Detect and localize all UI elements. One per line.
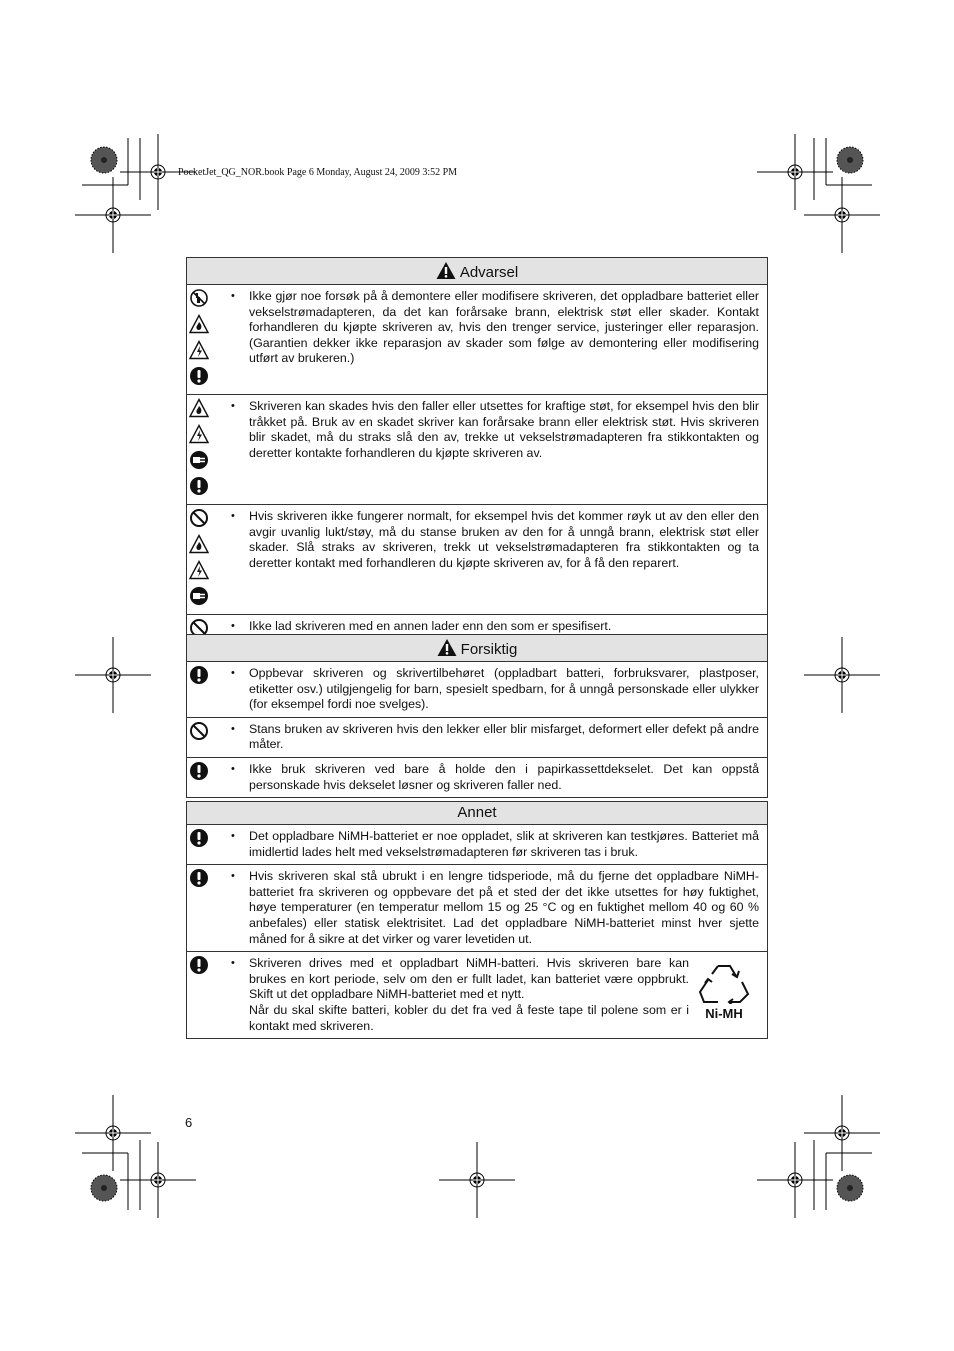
warning-text: Ikke lad skriveren med en annen lader enn den som er spesifisert.	[249, 619, 612, 633]
other-text-2: Når du skal skifte batteri, kobler du det fra ved å feste tape til polene som er i kontakt med skriveren.	[249, 1002, 689, 1033]
caution-row	[187, 757, 768, 797]
other-text: Hvis skriveren skal stå ubrukt i en lengre tidsperiode, må du fjerne det oppladbare NiMH-batteriet fra skriveren og oppbevare det på et sted der det ikke utsettes for høy fuktighet, høye temperaturer (en temperatur mellom 15 og 25 °C og en fuktighet mellom 40 og 60 % anbefales) eller statisk elektrisitet. Lad det oppladbare NiMH-batteriet minst hver sjette måned for å sikre at det virker og varer levetiden ut.	[249, 869, 759, 946]
warning-row	[187, 395, 768, 505]
other-row	[187, 952, 768, 1039]
other-text: Det oppladbare NiMH-batteriet er noe oppladet, slik at skriveren kan testkjøres. Batteriet må imidlertid lades helt med vekselstrømadapteren før skriveren tas i bruk.	[249, 829, 759, 859]
caution-table	[186, 634, 768, 798]
fire-warning-icon	[189, 398, 209, 418]
mandatory-icon	[189, 828, 209, 848]
print-header: PocketJet_QG_NOR.book Page 6 Monday, August 24, 2009 3:52 PM	[178, 167, 458, 178]
other-title: Annet	[457, 804, 497, 822]
warning-text: Ikke gjør noe forsøk på å demontere eller modifisere skriveren, det oppladbare batteriet eller vekselstrømadapteren, da det kan forårsake brann, elektrisk støt eller skader. Kontakt forhandleren du kjøpte skriveren av, hvis den trenger service, justeringer eller reparasjon. (Garantien dekker ikke reparasjon av skader som følge av demontering eller modifisering utført av brukeren.)	[249, 289, 759, 366]
caution-text: Oppbevar skriveren og skrivertilbehøret (oppladbart batteri, forbruksvarer, plastposer, etiketter osv.) utilgjengelig for barn, spesielt spedbarn, for å unngå personskade eller ulykker (for eksempel fordi noe svelges).	[249, 666, 759, 712]
bullet: •	[231, 830, 235, 842]
bullet: •	[231, 762, 235, 775]
mandatory-icon	[189, 476, 209, 496]
warning-header	[187, 258, 768, 285]
warning-row	[187, 285, 768, 395]
mandatory-icon	[189, 868, 209, 888]
warning-row	[187, 505, 768, 615]
prohibited-icon	[189, 508, 209, 528]
caution-row	[187, 662, 768, 718]
mandatory-icon	[189, 761, 209, 781]
bullet: •	[231, 620, 235, 632]
bullet: •	[231, 667, 235, 679]
fire-warning-icon	[189, 314, 209, 334]
other-row	[187, 825, 768, 865]
caution-row	[187, 717, 768, 757]
other-header	[187, 802, 768, 825]
warning-table	[186, 257, 768, 641]
recycle-badge	[689, 956, 759, 1034]
warning-text: Skriveren kan skades hvis den faller eller utsettes for kraftige støt, for eksempel hvis den blir tråkket på. Bruk av en skadet skriver kan forårsake brann eller elektrisk støt. Hvis skriveren blir skadet, må du straks slå den av, trekke ut vekselstrømadapteren fra stikkontakten og deretter kontakte forhandleren du kjøpte skriveren av.	[249, 399, 759, 460]
bullet: •	[231, 870, 235, 883]
other-table	[186, 801, 768, 1039]
shock-warning-icon	[189, 340, 209, 360]
recycle-icon	[696, 960, 752, 1004]
caution-title: Forsiktig	[460, 641, 518, 659]
warning-title: Advarsel	[459, 264, 519, 282]
page-number: 6	[185, 1115, 193, 1130]
mandatory-icon	[189, 366, 209, 386]
recycle-label: Ni-MH	[705, 1005, 743, 1021]
no-disassemble-icon	[189, 288, 209, 308]
unplug-icon	[189, 450, 209, 470]
bullet: •	[231, 722, 235, 735]
bullet: •	[231, 510, 235, 522]
bullet: •	[231, 957, 235, 970]
mandatory-icon	[189, 665, 209, 685]
shock-warning-icon	[189, 424, 209, 444]
bullet: •	[231, 290, 235, 302]
caution-header	[187, 635, 768, 662]
warning-triangle-icon	[437, 638, 457, 657]
caution-text: Stans bruken av skriveren hvis den lekker eller blir misfarget, deformert eller defekt på andre måter.	[249, 721, 759, 752]
mandatory-icon	[189, 955, 209, 975]
fire-warning-icon	[189, 534, 209, 554]
unplug-icon	[189, 586, 209, 606]
prohibited-icon	[189, 721, 209, 741]
caution-text: Ikke bruk skriveren ved bare å holde den i papirkassettdekselet. Det kan oppstå personskade hvis dekselet løsner og skriveren faller ned.	[249, 761, 759, 792]
warning-triangle-icon	[436, 261, 456, 280]
other-row	[187, 865, 768, 952]
bullet: •	[231, 400, 235, 412]
other-text: Skriveren drives med et oppladbart NiMH-batteri. Hvis skriveren bare kan brukes en kort periode, selv om den er fullt ladet, kan batteriet være oppbrukt. Skift ut det oppladbare NiMH-batteriet med et nytt.	[249, 956, 689, 1002]
shock-warning-icon	[189, 560, 209, 580]
warning-text: Hvis skriveren ikke fungerer normalt, for eksempel hvis det kommer røyk ut av den eller den avgir uvanlig lukt/støy, må du stanse bruken av den for å unngå brann, elektrisk støt eller skader. Slå straks av skriveren, trekk ut vekselstrømadapteren fra stikkontakten og ta deretter kontakt med forhandleren du kjøpte skriveren av, for å få den reparert.	[249, 509, 759, 570]
